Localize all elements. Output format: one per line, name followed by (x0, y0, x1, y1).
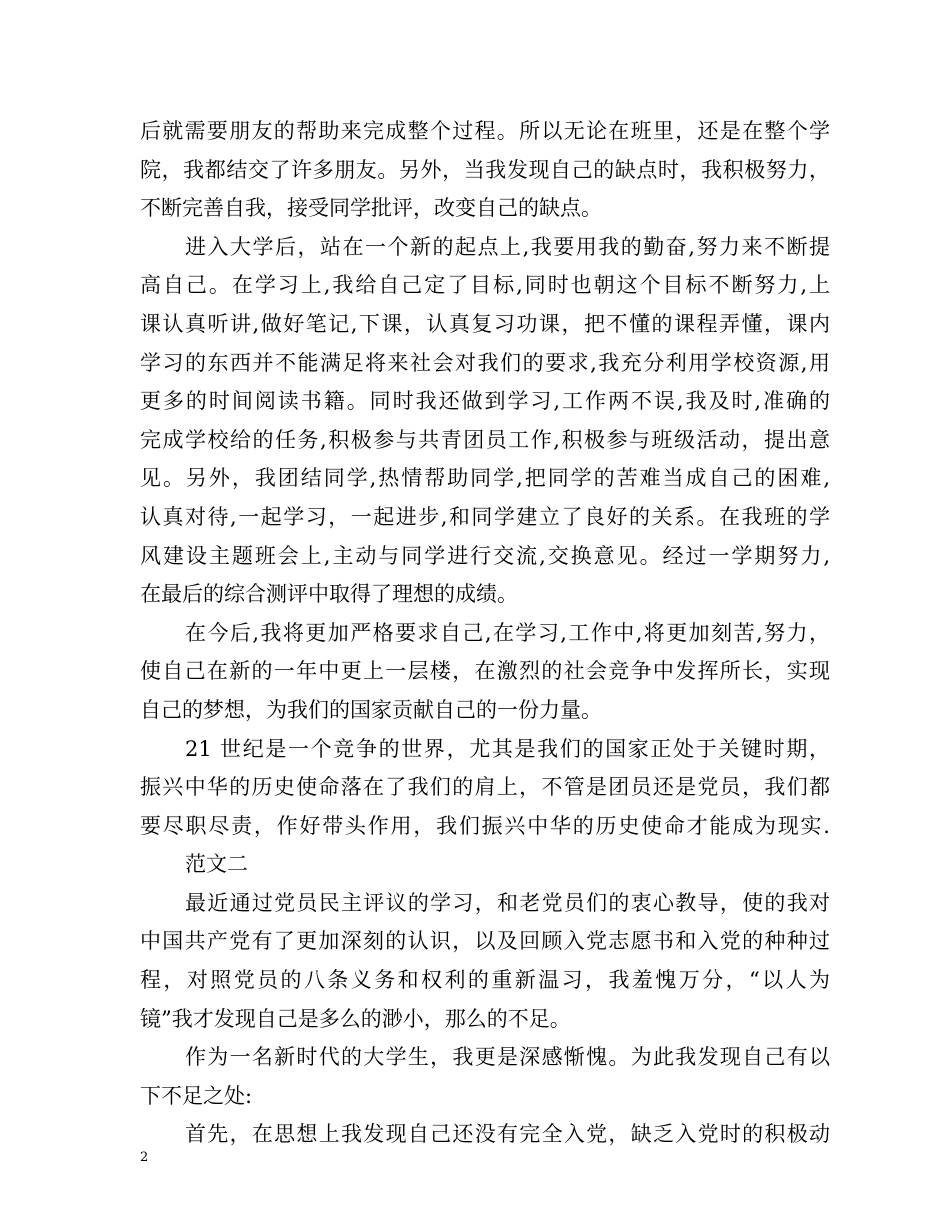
text-line: 进入大学后，站在一个新的起点上,我要用我的勤奋,努力来不断提 (185, 234, 830, 259)
text-line: 作为一名新时代的大学生，我更是深感惭愧。为此我发现自己有以 (185, 1045, 830, 1070)
text-line: 下不足之处: (140, 1083, 253, 1108)
text-line: 不断完善自我，接受同学批评，改变自己的缺点。 (140, 196, 602, 221)
body-text (140, 112, 830, 1154)
text-line: 高自己。在学习上,我给自己定了目标,同时也朝这个目标不断努力,上 (140, 273, 830, 298)
text-line: 要尽职尽责，作好带头作用，我们振兴中华的历史使命才能成为现实. (140, 813, 830, 838)
text-line: 在最后的综合测评中取得了理想的成绩。 (140, 582, 518, 607)
text-line: 最近通过党员民主评议的学习，和老党员们的衷心教导，使的我对 (185, 890, 830, 915)
text-line: 21 世纪是一个竞争的世界，尤其是我们的国家正处于关键时期， (185, 736, 830, 761)
text-line: 课认真听讲,做好笔记,下课，认真复习功课，把不懂的课程弄懂，课内 (140, 311, 830, 336)
text-line: 镜”我才发现自己是多么的渺小，那么的不足。 (140, 1006, 571, 1031)
text-line: 中国共产党有了更加深刻的认识，以及回顾入党志愿书和入党的种种过 (140, 929, 830, 954)
text-line: 使自己在新的一年中更上一层楼，在激烈的社会竞争中发挥所长，实现 (140, 659, 830, 684)
text-line: 自己的梦想，为我们的国家贡献自己的一份力量。 (140, 697, 602, 722)
text-line: 程，对照党员的八条义务和权利的重新温习，我羞愧万分，“以人为 (140, 968, 830, 993)
text-line: 完成学校给的任务,积极参与共青团员工作,积极参与班级活动，提出意 (140, 427, 830, 452)
text-line: 首先，在思想上我发现自己还没有完全入党，缺乏入党时的积极动 (185, 1122, 830, 1147)
page-number: 2 (140, 1150, 149, 1165)
text-line: 在今后,我将更加严格要求自己,在学习,工作中,将更加刻苦,努力， (185, 620, 830, 645)
text-line: 认真对待,一起学习，一起进步,和同学建立了良好的关系。在我班的学 (140, 504, 830, 529)
text-line: 风建设主题班会上,主动与同学进行交流,交换意见。经过一学期努力, (140, 543, 830, 568)
text-line: 更多的时间阅读书籍。同时我还做到学习,工作两不误,我及时,准确的 (140, 389, 830, 414)
text-line: 范文二 (185, 852, 248, 877)
text-line: 振兴中华的历史使命落在了我们的肩上，不管是团员还是党员，我们都 (140, 775, 830, 800)
text-line: 院，我都结交了许多朋友。另外，当我发现自己的缺点时，我积极努力， (140, 157, 830, 182)
text-line: 见。另外，我团结同学,热情帮助同学,把同学的苦难当成自己的困难, (140, 466, 830, 491)
text-line: 后就需要朋友的帮助来完成整个过程。所以无论在班里，还是在整个学 (140, 119, 830, 143)
text-line: 学习的东西并不能满足将来社会对我们的要求,我充分利用学校资源,用 (140, 350, 830, 375)
